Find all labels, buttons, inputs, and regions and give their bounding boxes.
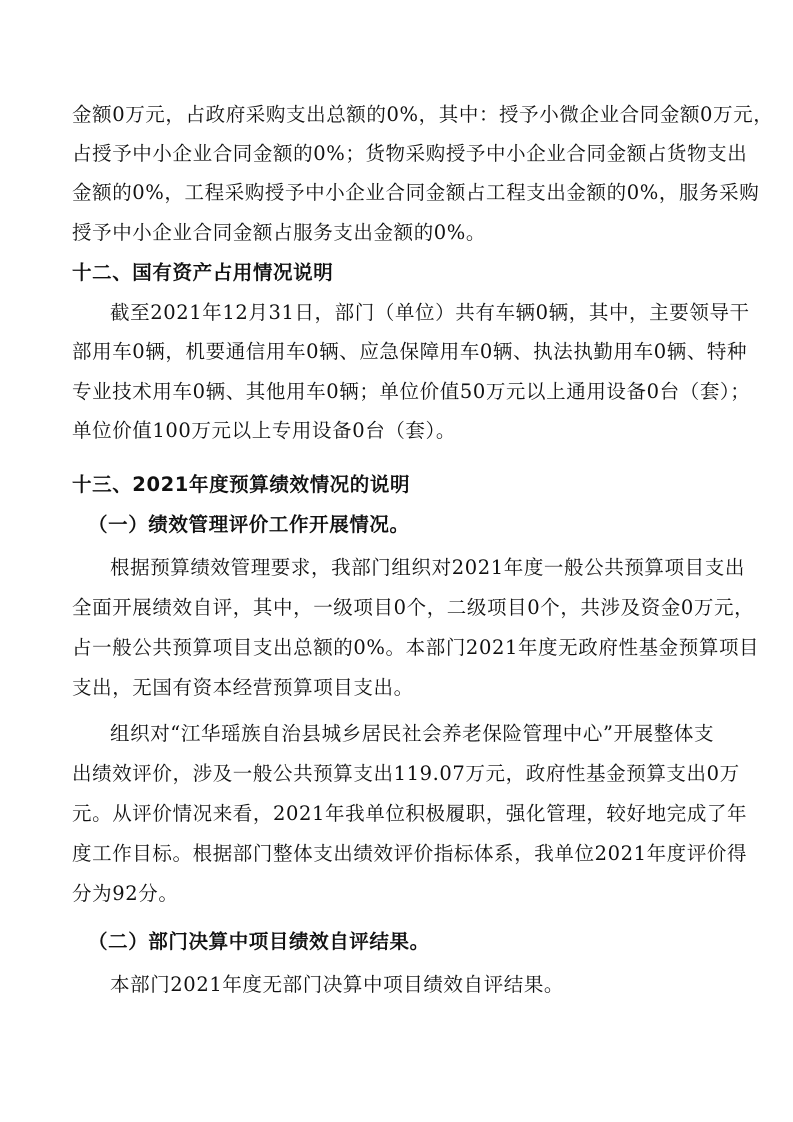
text-line: 度工作目标。根据部门整体支出绩效评价指标体系，我单位2021年度评价得 [72, 842, 748, 865]
text-line: 全面开展绩效自评，其中，一级项目0个，二级项目0个，共涉及资金0万元， [72, 596, 755, 619]
section-heading: 十二、国有资产占用情况说明 [72, 261, 334, 284]
text-line: 占授予中小企业合同金额的0%；货物采购授予中小企业合同金额占货物支出 [72, 142, 748, 165]
text-line: 授予中小企业合同金额占服务支出金额的0%。 [72, 221, 487, 244]
text-line: 本部门2021年度无部门决算中项目绩效自评结果。 [110, 973, 565, 996]
subsection-heading: （一）绩效管理评价工作开展情况。 [88, 513, 410, 536]
section-heading: 十三、2021年度预算绩效情况的说明 [72, 473, 411, 496]
text-line: 支出，无国有资本经营预算项目支出。 [72, 676, 414, 699]
text-line: 金额的0%，工程采购授予中小企业合同金额占工程支出金额的0%，服务采购 [72, 181, 760, 204]
text-line: 元。从评价情况来看，2021年我单位积极履职，强化管理，较好地完成了年 [72, 802, 748, 825]
text-line: 组织对“江华瑶族自治县城乡居民社会养老保险管理中心”开展整体支 [110, 722, 715, 745]
text-line: 专业技术用车0辆、其他用车0辆；单位价值50万元以上通用设备0台（套）； [72, 380, 751, 403]
text-line: 根据预算绩效管理要求，我部门组织对2021年度一般公共预算项目支出 [110, 556, 745, 579]
text-line: 部用车0辆，机要通信用车0辆、应急保障用车0辆、执法执勤用车0辆、特种 [72, 340, 748, 363]
text-line: 截至2021年12月31日，部门（单位）共有车辆0辆，其中，主要领导干 [110, 301, 750, 324]
text-line: 分为92分。 [72, 882, 179, 905]
text-line: 单位价值100万元以上专用设备0台（套）。 [72, 419, 456, 442]
subsection-heading: （二）部门决算中项目绩效自评结果。 [88, 930, 430, 953]
text-line: 出绩效评价，涉及一般公共预算支出119.07万元，政府性基金预算支出0万 [72, 762, 740, 785]
text-line: 金额0万元，占政府采购支出总额的0%，其中：授予小微企业合同金额0万元， [72, 103, 774, 126]
text-line: 占一般公共预算项目支出总额的0%。本部门2021年度无政府性基金预算项目 [72, 636, 760, 659]
